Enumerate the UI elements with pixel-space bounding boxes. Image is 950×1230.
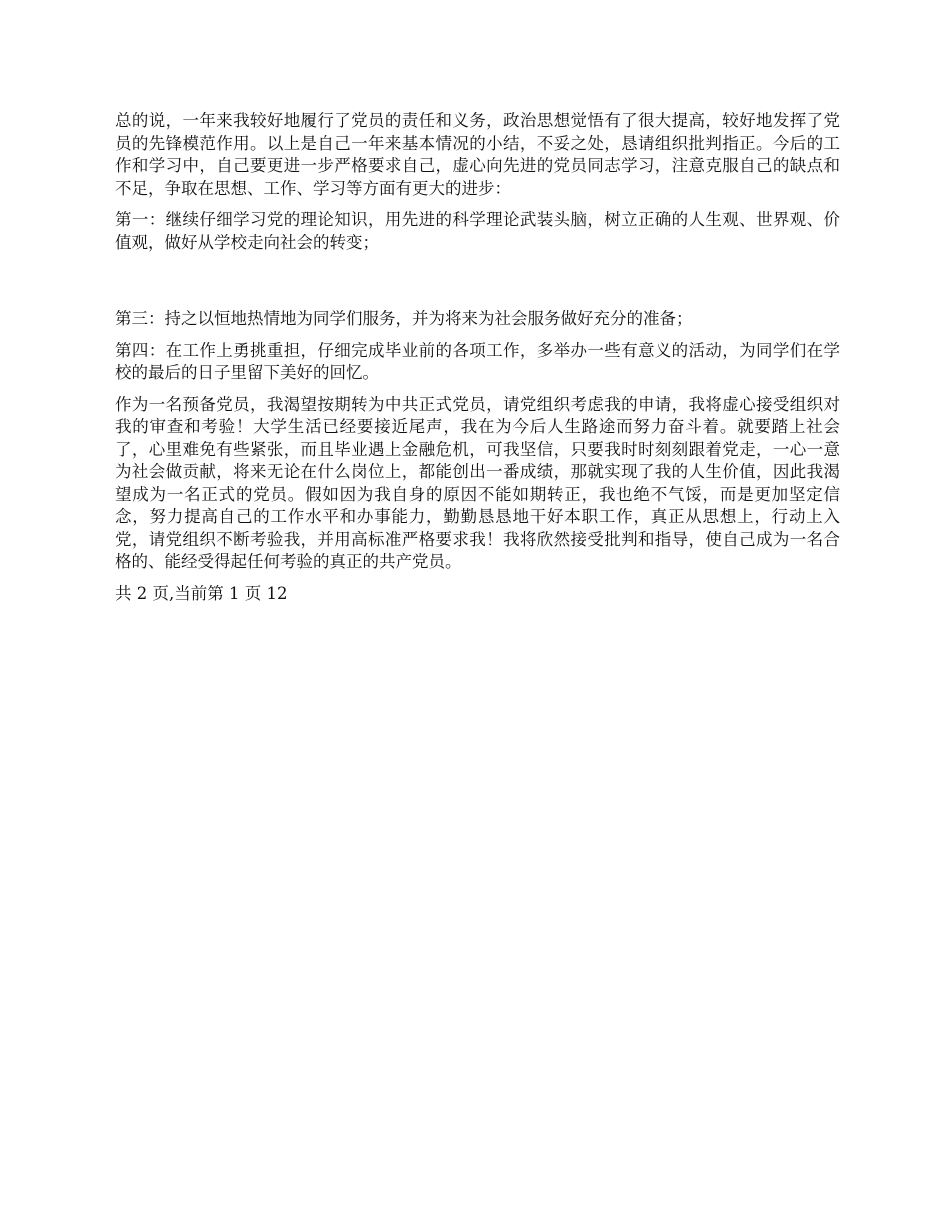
paragraph-point-three: 第三：持之以恒地热情地为同学们服务，并为将来为社会服务做好充分的准备； [115,309,693,328]
paragraph-point-four: 第四：在工作上勇挑重担，仔细完成毕业前的各项工作，多举办一些有意义的活动，为同学们在学校的最后的日子里留下美好的回忆。 [115,340,840,382]
paragraph-closing: 作为一名预备党员，我渴望按期转为中共正式党员，请党组织考虑我的申请，我将虚心接受组织对我的审查和考验！大学生活已经要接近尾声，我在为今后人生路途而努力奋斗着。就要踏上社会了，心里难免有些紧张，而且毕业遇上金融危机，可我坚信，只要我时时刻刻跟着党走，一心一意为社会做贡献，将来无论在什么岗位上，都能创出一番成绩，那就实现了我的人生价值，因此我渴望成为一名正式的党员。假如因为我自身的原因不能如期转正，我也绝不气馁，而是更加坚定信念，努力提高自己的工作水平和办事能力，勤勤恳恳地干好本职工作，真正从思想上，行动上入党，请党组织不断考验我，并用高标准严格要求我！我将欣然接受批判和指导，使自己成为一名合格的、能经受得起任何考验的真正的共产党员。 [115,394,840,571]
blank-gap [115,263,840,308]
page-footer: 共 2 页,当前第 1 页 12 [115,583,288,603]
paragraph-point-one: 第一：继续仔细学习党的理论知识，用先进的科学理论武装头脑，树立正确的人生观、世界观、价值观，做好从学校走向社会的转变； [115,210,840,252]
document-page [115,110,840,605]
paragraph-summary: 总的说，一年来我较好地履行了党员的责任和义务，政治思想觉悟有了很大提高，较好地发挥了党员的先锋模范作用。以上是自己一年来基本情况的小结，不妥之处，恳请组织批判指正。今后的工作和学习中，自己要更进一步严格要求自己，虚心向先进的党员同志学习，注意克服自己的缺点和不足，争取在思想、工作、学习等方面有更大的进步： [115,111,840,198]
